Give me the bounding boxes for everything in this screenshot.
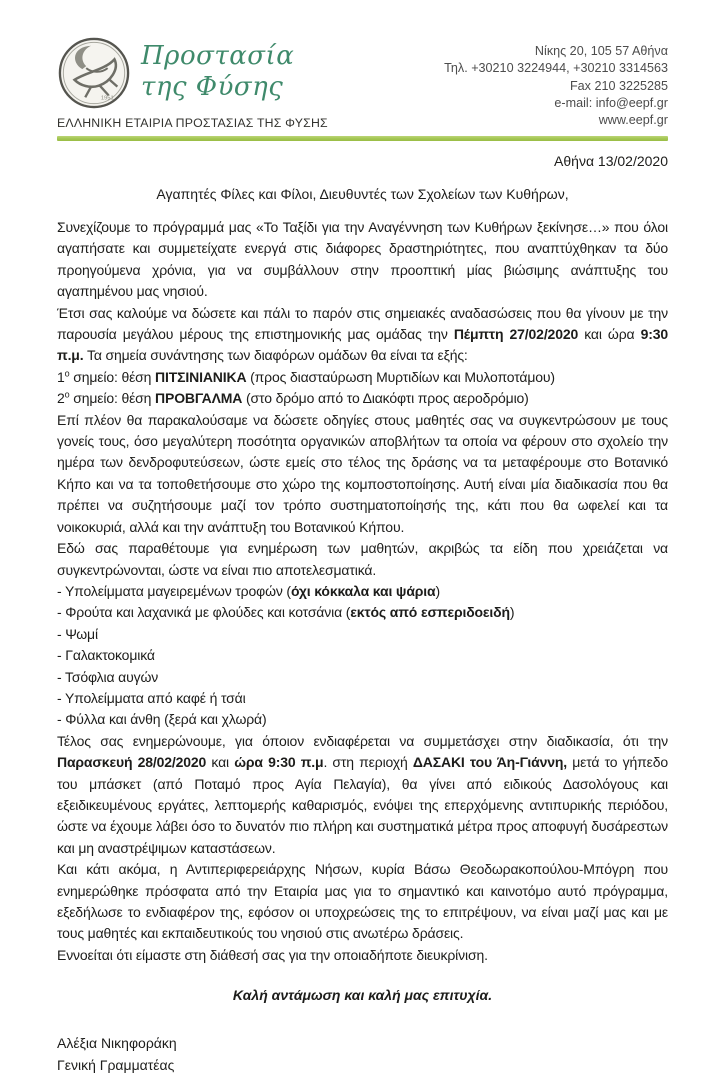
paragraph: Εννοείται ότι είμαστε στη διάθεσή σας για την οποιαδήποτε διευκρίνιση. [57,946,488,963]
ibex-emblem-icon [57,36,131,110]
paragraph: Και κάτι ακόμα, η Αντιπεριφερειάρχης Νήσων, κυρία Βάσω Θεοδωρακοπούλου-Μπόγρη που ενημερώθηκε πρόσφατα από την Εταιρία μας για το σημαντικό και καινοτόμο αυτό πρόγραμμα, εξεδήλωσε το ενδιαφέρον της, εφόσον οι υποχρεώσεις της το επιτρέψουν, να είναι μαζί μας και με τους μαθητές και εκπαιδευτικούς του νησιού στις ανωτέρω δράσεις. [57,861,668,942]
paragraph: $1^o$ σημείο: θέση ΠΙΤΣΙΝΙΑΝΙΚΑ (προς διασταύρωση Μυρτιδίων και Μυλοποτάμου) [57,368,555,385]
logo-wordmark-line2: της Φύσης [141,72,284,102]
paragraph: Έτσι σας καλούμε να δώσετε και πάλι το παρόν στις σημειακές αναδασώσεις που θα γίνουν με την παρουσία μεγάλου μέρους της επιστημονικής μας ομάδας την Πέμπτη 27/02/2020 και ώρα 9:30 π.μ. Τα σημεία συνάντησης των διαφόρων ομάδων θα είναι τα εξής: [57,304,668,364]
paragraph: - Ψωμί [57,625,98,642]
logo [57,36,328,110]
letterhead [57,36,668,130]
letterhead-left [57,36,328,130]
paragraph: $2^o$ σημείο: θέση ΠΡΟΒΓΑΛΜΑ (στο δρόμο από το Διακόφτι προς αεροδρόμιο) [57,389,529,407]
logo-wordmark [141,41,294,103]
paragraph: Εδώ σας παραθέτουμε για ενημέρωση των μαθητών, ακριβώς τα είδη που χρειάζεται να συγκεντρώνονται, ώστε να είναι πιο αποτελεσματικά. [57,540,668,578]
header-divider [57,136,668,141]
paragraph: Επί πλέον θα παρακαλούσαμε να δώσετε οδηγίες στους μαθητές σας να συγκεντρώσουν με τους γονείς τους, όσο μεγαλύτερη ποσότητα οργανικών αποβλήτων τα οποία να φέρουν στο σχολείο την ημέρα των δενδροφυτεύσεων, ώστε εμείς στο τέλος της δράσης να τα μεταφέρουμε στο Βοτανικό Κήπο και να τα τοποθετήσουμε στο χώρο της κομποστοποίησης. Αυτή είναι μία διαδικασία που θα πρέπει να συζητήσουμε μαζί τον τρόπο συστηματοποίησής της, κάτι που θα ωφελεί και τα νοικοκυριά, αλλά και την ανάπτυξη του Βοτανικού Κήπου. [57,411,668,535]
contact-address: Νίκης 20, 105 57 Αθήνα [534,44,668,58]
contact-email: e-mail: info@eepf.gr [554,95,668,110]
signature-block [57,1033,668,1076]
contact-phone: Τηλ. +30210 3224944, +30210 3314563 [444,61,668,76]
paragraph: Συνεχίζουμε το πρόγραμμά μας «Το Ταξίδι για την Αναγέννηση των Κυθήρων ξεκίνησε…» που όλοι αγαπήσατε και συμμετείχατε ενεργά στις διάφορες δραστηριότητες, που αναπτύχθηκαν τα δύο προηγούμενα χρόνια, για να συμβάλλουν στην προοπτική μίας βιώσιμης ανάπτυξης του αγαπημένου μας νησιού. [57,219,668,300]
contact-website: www.eepf.gr [598,113,668,128]
contact-fax: Fax 210 3225285 [569,78,668,93]
paragraph: - Υπολείμματα από καφέ ή τσάι [57,689,246,706]
emblem-year: 1951 [100,95,114,102]
closing-line: Καλή αντάμωση και καλή μας επιτυχία. [232,987,493,1004]
letter-date: Αθήνα 13/02/2020 [554,153,668,169]
letter-body [57,217,668,966]
paragraph: - Φρούτα και λαχανικά με φλούδες και κοτσάνια (εκτός από εσπεριδοειδή) [57,604,515,621]
signature-title: Γενική Γραμματέας [57,1056,175,1073]
signature-name: Αλέξια Νικηφοράκη [57,1035,177,1052]
paragraph: - Τσόφλια αυγών [57,668,159,685]
org-name: ΕΛΛΗΝΙΚΗ ΕΤΑΙΡΙΑ ΠΡΟΣΤΑΣΙΑΣ ΤΗΣ ΦΥΣΗΣ [57,116,328,130]
logo-wordmark-line1: Προστασία [141,41,295,71]
paragraph: - Φύλλα και άνθη (ξερά και χλωρά) [57,711,267,728]
contact-block [444,36,668,129]
salutation: Αγαπητές Φίλες και Φίλοι, Διευθυντές των Σχολείων των Κυθήρων, [156,186,569,202]
paragraph: - Υπολείμματα μαγειρεμένων τροφών (όχι κόκκαλα και ψάρια) [57,582,441,599]
paragraph: Τέλος σας ενημερώνουμε, για όποιον ενδιαφέρεται να συμμετάσχει στην διαδικασία, ότι την Παρασκευή 28/02/2020 και ώρα 9:30 π.μ. στη περιοχή ΔΑΣΑΚΙ του Άη-Γιάννη, μετά το γήπεδο του μπάσκετ (από Ποταμό προς Αγία Πελαγία), θα γίνει από ειδικούς Δασολόγους και εξειδικευμένους εργάτες, λεπτομερής καθαρισμός, ενόψει της επερχόμενης αντιπυρικής περιόδου, ώστε να έχουμε λάβει όσο το δυνατόν πιο πλήρη και συστηματικά μέτρα προς αποφυγή δυσάρεστων και μη αναστρέψιμων καταστάσεων. [57,732,668,856]
paragraph: - Γαλακτοκομικά [57,647,155,664]
